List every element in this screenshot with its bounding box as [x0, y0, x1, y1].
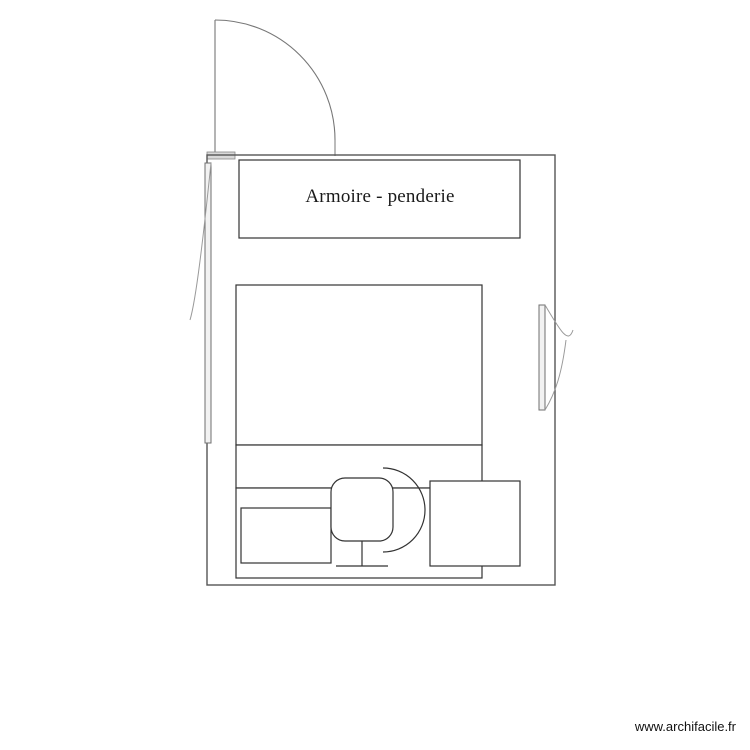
bed	[236, 285, 482, 445]
watermark-archifacile: www.archifacile.fr	[634, 719, 736, 734]
chair-seat	[331, 478, 393, 541]
window-right	[539, 305, 545, 410]
door-swing-arc-icon	[215, 20, 335, 140]
room-label-armoire-penderie: Armoire - penderie	[305, 186, 455, 207]
side-table	[241, 508, 331, 563]
window-right-opening-arc-icon	[545, 305, 573, 336]
window-left	[205, 163, 211, 443]
nightstand	[430, 481, 520, 566]
